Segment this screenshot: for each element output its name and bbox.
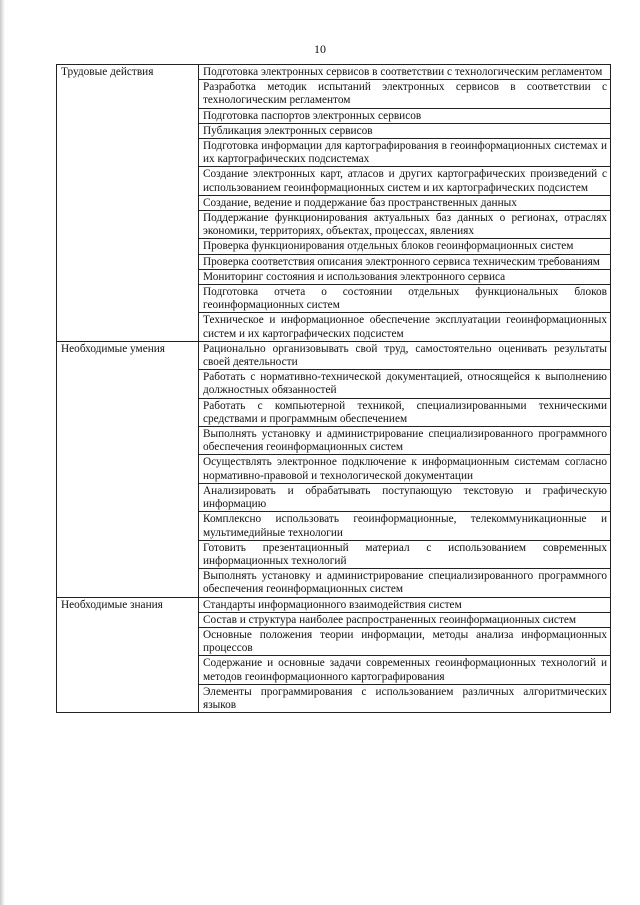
required-skills-item: Готовить презентационный материал с использованием современных информационных технологий: [199, 540, 611, 568]
labor-actions-item: Подготовка электронных сервисов в соответствии с технологическим регламентом: [199, 65, 611, 80]
required-knowledge-label: Необходимые знания: [57, 597, 199, 713]
required-knowledge-item: Стандарты информационного взаимодействия систем: [199, 597, 611, 612]
labor-actions-item: Создание электронных карт, атласов и других картографических произведений с использованием геоинформационных систем и их картографических подсистем: [199, 167, 611, 195]
labor-actions-item: Проверка функционирования отдельных блоков геоинформационных систем: [199, 239, 611, 254]
labor-actions-item: Проверка соответствия описания электронного сервиса техническим требованиям: [199, 254, 611, 269]
labor-actions-item: Создание, ведение и поддержание баз пространственных данных: [199, 195, 611, 210]
required-knowledge-item: Основные положения теории информации, методы анализа информационных процессов: [199, 627, 611, 655]
required-skills-item: Работать с компьютерной техникой, специализированными техническими средствами и программным обеспечением: [199, 398, 611, 426]
required-skills-item: Выполнять установку и администрирование специализированного программного обеспечения геоинформационных систем: [199, 569, 611, 597]
required-skills-item: Работать с нормативно-технической документацией, относящейся к выполнению должностных обязанностей: [199, 370, 611, 398]
required-skills-item: Рационально организовывать свой труд, самостоятельно оценивать результаты своей деятельности: [199, 341, 611, 369]
table-row: [57, 65, 611, 80]
qualification-table-body: [57, 65, 611, 713]
labor-actions-item: Подготовка информации для картографирования в геоинформационных системах и их картографических подсистемах: [199, 139, 611, 167]
labor-actions-label: Трудовые действия: [57, 65, 199, 342]
required-skills-item: Выполнять установку и администрирование специализированного программного обеспечения геоинформационных систем: [199, 427, 611, 455]
scan-edge-shadow: [0, 0, 5, 905]
required-knowledge-item: Содержание и основные задачи современных геоинформационных технологий и методов геоинформационного картографирования: [199, 656, 611, 684]
qualification-table: [56, 64, 611, 713]
page-number: 10: [314, 42, 326, 56]
table-row: [57, 341, 611, 369]
labor-actions-item: Публикация электронных сервисов: [199, 123, 611, 138]
required-skills-label: Необходимые умения: [57, 341, 199, 597]
required-skills-item: Осуществлять электронное подключение к информационным системам согласно нормативно-правовой и технологической документации: [199, 455, 611, 483]
required-knowledge-item: Элементы программирования с использованием различных алгоритмических языков: [199, 684, 611, 712]
labor-actions-item: Мониторинг состояния и использования электронного сервиса: [199, 269, 611, 284]
required-knowledge-item: Состав и структура наиболее распространенных геоинформационных систем: [199, 612, 611, 627]
labor-actions-item: Подготовка паспортов электронных сервисов: [199, 108, 611, 123]
labor-actions-item: Подготовка отчета о состоянии отдельных функциональных блоков геоинформационных систем: [199, 285, 611, 313]
table-row: [57, 597, 611, 612]
required-skills-item: Комплексно использовать геоинформационные, телекоммуникационные и мультимедийные технологии: [199, 512, 611, 540]
required-skills-item: Анализировать и обрабатывать поступающую текстовую и графическую информацию: [199, 483, 611, 511]
labor-actions-item: Поддержание функционирования актуальных баз данных о регионах, отраслях экономики, территориях, объектах, процессах, явлениях: [199, 211, 611, 239]
labor-actions-item: Техническое и информационное обеспечение эксплуатации геоинформационных систем и их картографических подсистем: [199, 313, 611, 341]
labor-actions-item: Разработка методик испытаний электронных сервисов в соответствии с технологическим регламентом: [199, 80, 611, 108]
